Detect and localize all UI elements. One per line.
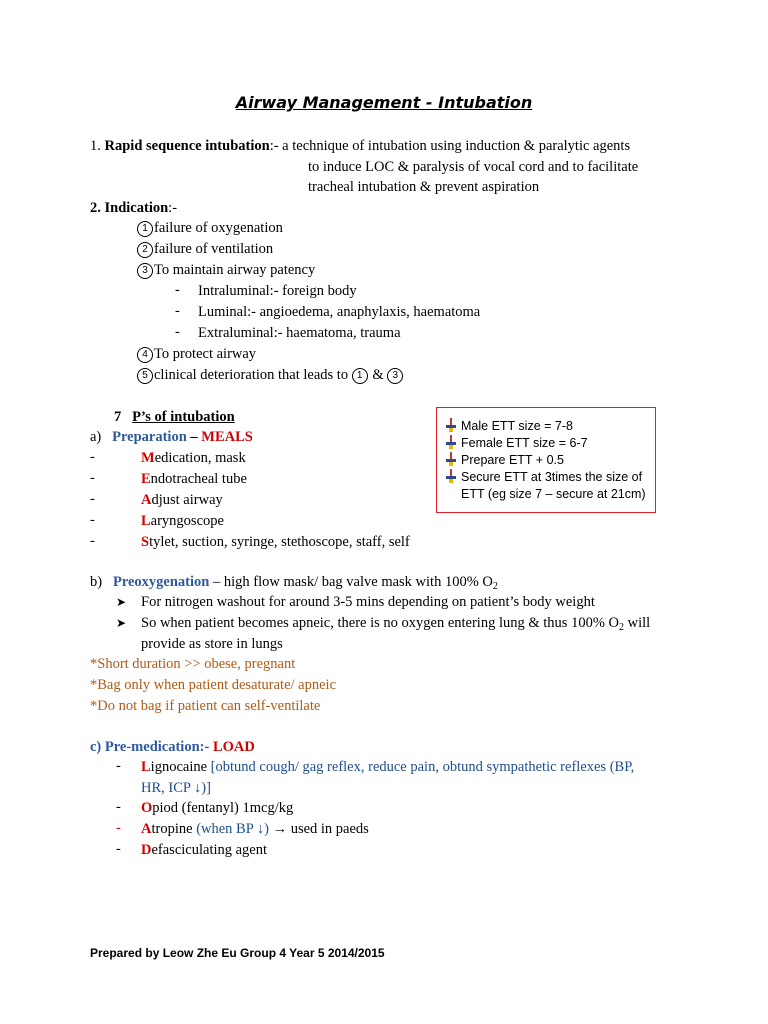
preparation-heading	[90, 428, 253, 446]
indication-item-text: To maintain airway patency	[154, 262, 316, 278]
dash-bullet: -	[175, 324, 180, 340]
meals-item	[141, 470, 247, 488]
pin-bullet-icon	[445, 469, 457, 483]
lignocaine-detail-continued: HR, ICP ↓)]	[141, 780, 211, 796]
load-item	[141, 799, 293, 817]
rsi-definition-3: tracheal intubation & prevent aspiration	[308, 179, 540, 195]
meals-item-text: edication, mask	[154, 450, 246, 466]
meals-item	[141, 449, 246, 467]
ett-box-text: Male ETT size = 7-8	[461, 419, 573, 433]
dash-bullet: -	[175, 282, 180, 298]
ett-box-text-continued: ETT (eg size 7 – secure at 21cm)	[461, 487, 646, 501]
meals-item-text: aryngoscope	[150, 513, 224, 529]
circled-number-icon: 3	[137, 263, 153, 279]
atropine-condition: (when BP ↓)	[196, 821, 269, 837]
indication-item	[137, 345, 256, 363]
circled-number-icon: 1	[352, 368, 368, 384]
load-item-text: piod (fentanyl) 1mcg/kg	[152, 800, 294, 816]
indication-item	[137, 219, 283, 237]
rsi-definition-1: :- a technique of intubation using induction & paralytic agents	[269, 138, 631, 154]
indication-item	[137, 261, 315, 279]
meals-item	[141, 533, 410, 551]
section-label: a)	[90, 429, 102, 445]
section-label: c)	[90, 739, 102, 755]
ett-box-item	[445, 469, 642, 486]
ett-box-item	[445, 435, 588, 452]
ett-box-item	[445, 418, 573, 435]
rsi-term: Rapid sequence intubation	[104, 138, 270, 154]
mnemonic-letter: L	[141, 759, 151, 775]
mnemonic-letter: M	[141, 450, 155, 466]
dash-bullet: -	[116, 799, 121, 815]
mnemonic-letter: A	[141, 821, 152, 837]
dash-bullet: -	[90, 491, 95, 507]
ett-box-text: Female ETT size = 6-7	[461, 436, 588, 450]
section-label: b)	[90, 574, 103, 590]
preoxygenation-heading	[90, 573, 498, 591]
circled-number-icon: 1	[137, 221, 153, 237]
patency-subitem: Intraluminal:- foreign body	[198, 283, 357, 299]
page-title: Airway Management - Intubation	[235, 93, 533, 112]
lignocaine-detail: [obtund cough/ gag reflex, reduce pain, obtund sympathetic reflexes (BP,	[210, 759, 635, 775]
load-item	[141, 820, 369, 838]
indication-heading-suffix: :-	[168, 200, 178, 216]
load-item	[141, 758, 634, 776]
dash-bullet: -	[116, 841, 121, 857]
meals-item-text: tylet, suction, syringe, stethoscope, staff, self	[149, 534, 410, 550]
mnemonic-letter: S	[141, 534, 150, 550]
meals-item	[141, 491, 223, 509]
ett-size-box	[436, 407, 656, 513]
indication-item-text: To protect airway	[154, 346, 257, 362]
circled-number-icon: 5	[137, 368, 153, 384]
circled-number-icon: 3	[387, 368, 403, 384]
mnemonic-letter: D	[141, 842, 152, 858]
premedication-title: Pre-medication:-	[104, 739, 210, 755]
dash-bullet: -	[90, 512, 95, 528]
meals-mnemonic: MEALS	[201, 429, 253, 445]
meals-item	[141, 512, 224, 530]
pin-bullet-icon	[445, 452, 457, 466]
section-1-line	[90, 137, 630, 155]
preoxygenation-bullet-text: So when patient becomes apneic, there is no oxygen entering lung & thus 100% O	[141, 615, 619, 631]
preparation-title: Preparation	[112, 429, 187, 445]
load-mnemonic: LOAD	[212, 739, 255, 755]
dash-bullet: -	[116, 820, 121, 836]
ps-heading-number: 7	[114, 409, 122, 425]
dash-bullet: -	[90, 533, 95, 549]
indication-item	[137, 240, 273, 258]
subscript-2: 2	[492, 581, 498, 592]
circled-number-icon: 2	[137, 242, 153, 258]
load-item-text: efasciculating agent	[151, 842, 268, 858]
mnemonic-letter: O	[141, 800, 153, 816]
ps-heading	[114, 408, 235, 426]
arrow-bullet-icon: ➤	[116, 616, 127, 630]
subscript-2: 2	[619, 622, 624, 633]
mnemonic-letter: E	[141, 471, 151, 487]
ett-box-item	[445, 452, 564, 469]
circled-number-icon: 4	[137, 347, 153, 363]
dash-bullet: -	[116, 758, 121, 774]
ampersand: &	[372, 367, 384, 383]
preoxygenation-bullet-continued: provide as store in lungs	[141, 636, 283, 652]
note-line: *Do not bag if patient can self-ventilate	[90, 698, 321, 714]
ps-heading-text: P’s of intubation	[132, 409, 235, 425]
preoxygenation-title: Preoxygenation	[112, 574, 210, 590]
indication-item-text: failure of ventilation	[154, 241, 274, 257]
load-item-text: ignocaine	[150, 759, 211, 775]
preoxygenation-bullet	[141, 614, 650, 632]
pin-bullet-icon	[445, 418, 457, 432]
preoxygenation-bullet-tail: will	[624, 615, 651, 631]
footer-credit: Prepared by Leow Zhe Eu Group 4 Year 5 2014/2015	[90, 946, 385, 960]
premedication-heading	[90, 738, 255, 756]
mnemonic-letter: A	[141, 492, 152, 508]
atropine-tail: → used in paeds	[268, 821, 369, 837]
arrow-bullet-icon: ➤	[116, 595, 127, 609]
meals-item-text: ndotracheal tube	[150, 471, 247, 487]
ett-box-text: Secure ETT at 3times the size of	[461, 470, 643, 484]
patency-subitem: Extraluminal:- haematoma, trauma	[198, 325, 401, 341]
indication-item	[137, 366, 404, 384]
mnemonic-letter: L	[141, 513, 151, 529]
load-item-text: tropine	[151, 821, 197, 837]
dash-bullet: -	[90, 449, 95, 465]
section-1-number: 1.	[90, 138, 101, 154]
patency-subitem: Luminal:- angioedema, anaphylaxis, haematoma	[198, 304, 481, 320]
dash-bullet: -	[90, 470, 95, 486]
indication-heading-text: 2. Indication	[90, 200, 169, 216]
pin-bullet-icon	[445, 435, 457, 449]
separator: –	[186, 429, 202, 445]
meals-item-text: djust airway	[151, 492, 223, 508]
preoxygenation-bullet: For nitrogen washout for around 3-5 mins depending on patient’s body weight	[141, 594, 595, 610]
indication-item-text: clinical deterioration that leads to	[154, 367, 349, 383]
load-item	[141, 841, 267, 859]
preoxygenation-text: – high flow mask/ bag valve mask with 100% O	[209, 574, 493, 590]
note-line: *Short duration >> obese, pregnant	[90, 656, 296, 672]
indication-item-text: failure of oxygenation	[154, 220, 283, 236]
dash-bullet: -	[175, 303, 180, 319]
note-line: *Bag only when patient desaturate/ apneic	[90, 677, 337, 693]
rsi-definition-2: to induce LOC & paralysis of vocal cord and to facilitate	[308, 159, 639, 175]
indication-heading	[90, 199, 177, 217]
ett-box-text: Prepare ETT + 0.5	[461, 453, 564, 467]
